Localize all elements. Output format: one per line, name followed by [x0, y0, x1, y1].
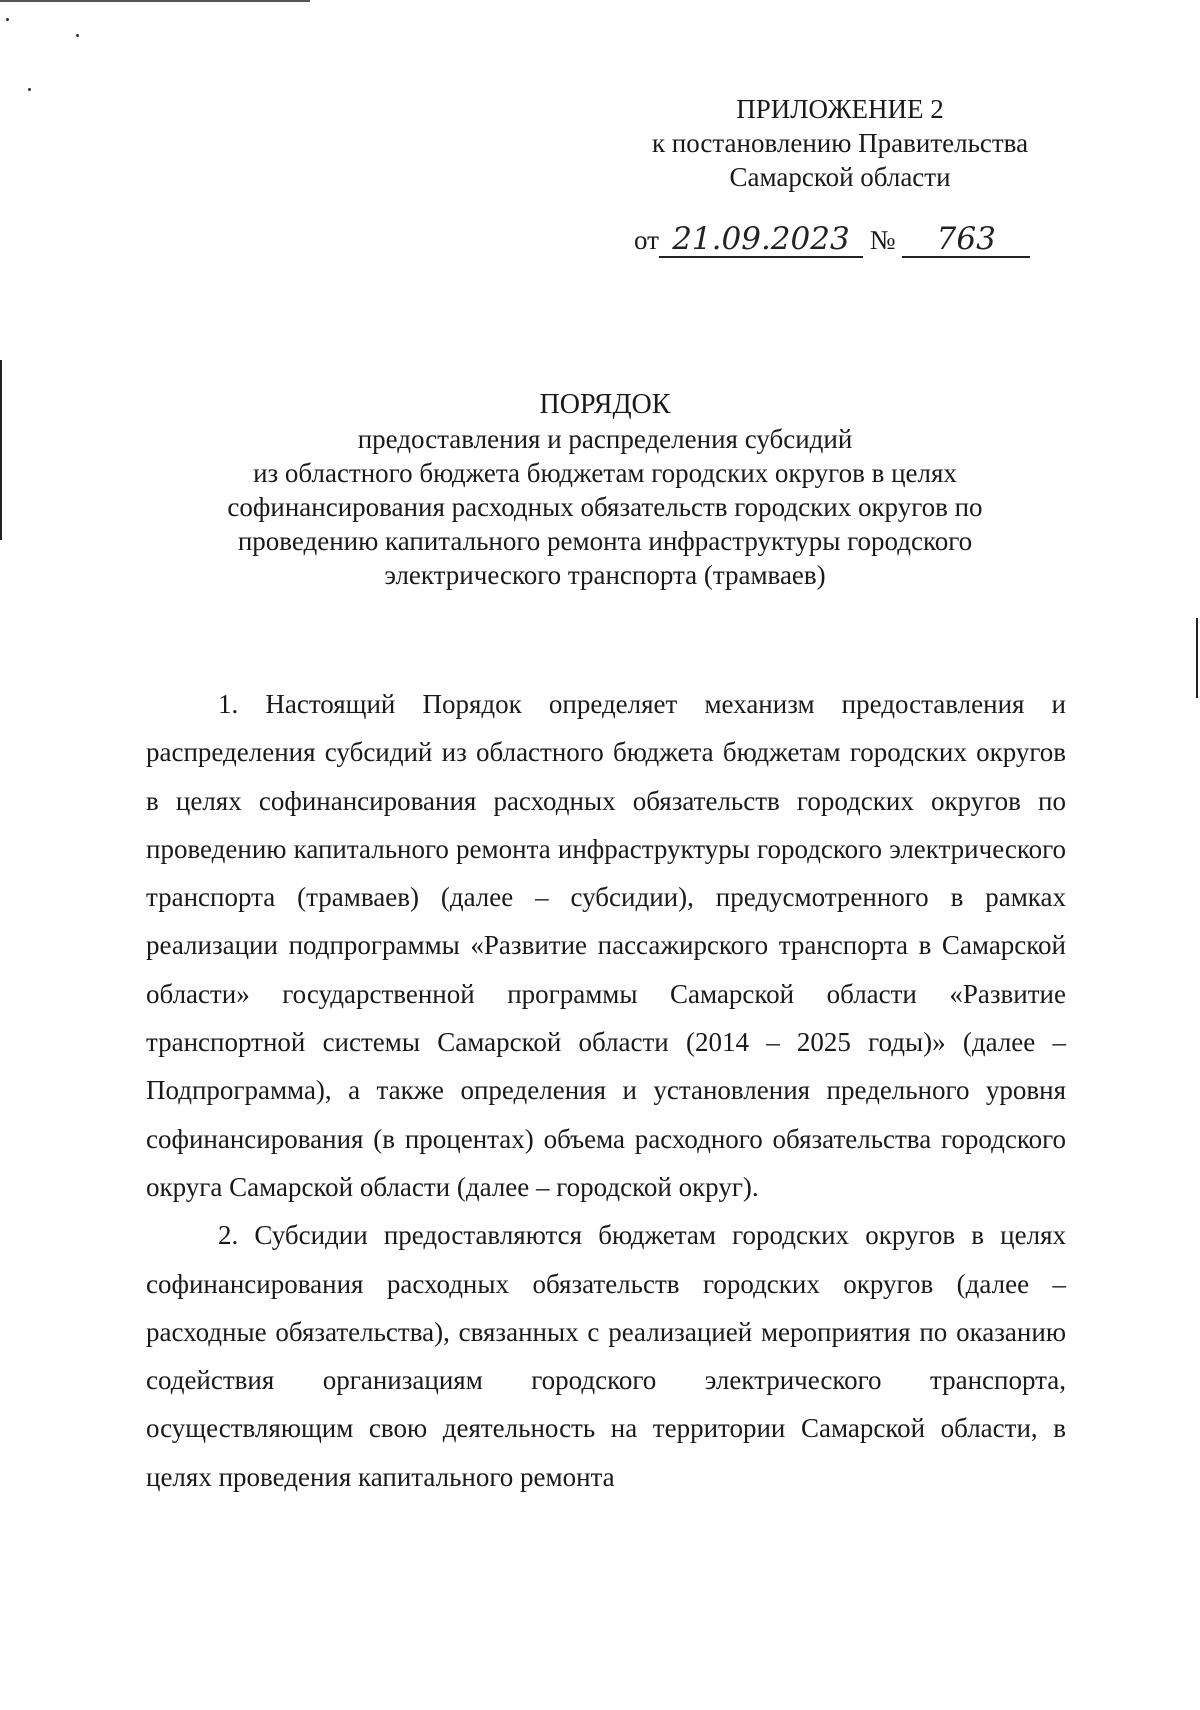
handwritten-number: 763 — [902, 222, 1030, 258]
approval-block — [620, 92, 1060, 194]
title-subline: софинансирования расходных обязательств городских округов по — [227, 492, 983, 522]
title-subline: электрического транспорта (трамваев) — [384, 560, 826, 590]
scan-artifact-edge — [1196, 618, 1198, 698]
scan-artifact-dot — [28, 88, 31, 91]
paragraph-1: 1. Настоящий Порядок определяет механизм предоставления и распределения субсидий из областного бюджета бюджетам городских округов в целях софинансирования расходных обязательств городских округов по проведению капитального ремонта инфраструктуры городского электрического транспорта (трамваев) (далее – субсидии), предусмотренного в рамках реализации подпрограммы «Развитие пассажирского транспорта в Самарской области» государственной программы Самарской области «Развитие транспортной системы Самарской области (2014 – 2025 годы)» (далее – Подпрограмма), а также определения и установления предельного уровня софинансирования (в процентах) объема расходного обязательства городского округа Самарской области (далее – городской округ). — [146, 689, 1066, 1202]
handwritten-date: 21.09.2023 — [659, 222, 863, 258]
scan-artifact-dot — [76, 34, 79, 37]
document-body — [146, 680, 1066, 1501]
appendix-label: ПРИЛОЖЕНИЕ 2 — [736, 94, 944, 124]
number-sign: № — [869, 225, 896, 255]
appendix-reference: к постановлению Правительства — [651, 128, 1029, 158]
title-subline: из областного бюджета бюджетам городских округов в целях — [253, 458, 957, 488]
title-subline: предоставления и распределения субсидий — [357, 424, 853, 454]
scan-artifact-edge — [0, 360, 2, 540]
decree-date-line — [634, 222, 1030, 258]
document-title: ПОРЯДОК — [539, 389, 671, 420]
title-subline: проведению капитального ремонта инфраструктуры городского — [237, 526, 973, 556]
date-prefix: от — [634, 225, 659, 255]
document-title-block — [180, 388, 1030, 592]
paragraph-2: 2. Субсидии предоставляются бюджетам городских округов в целях софинансирования расходных обязательств городских округов (далее – расходные обязательства), связанных с реализацией мероприятия по оказанию содействия организациям городского электрического транспорта, осуществляющим свою деятельность на территории Самарской области, в целях проведения капитального ремонта — [146, 1220, 1066, 1492]
scan-artifact-dot — [6, 18, 9, 21]
appendix-authority: Самарской области — [729, 162, 951, 192]
scan-artifact-line — [0, 0, 310, 2]
